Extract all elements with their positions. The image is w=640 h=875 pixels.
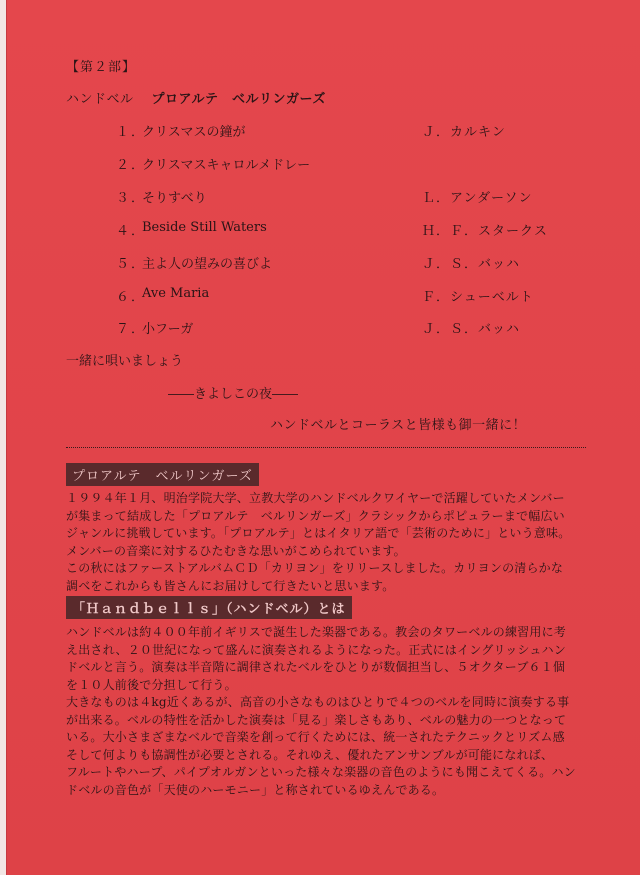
item-title: クリスマスの鐘が — [142, 125, 246, 140]
item-title: Ave Maria — [142, 286, 210, 301]
item-title: 主よ人の望みの喜びよ — [142, 257, 273, 272]
proarte-heading: プロアルテ ベルリンガーズ — [66, 463, 259, 486]
program-item — [116, 318, 586, 338]
paragraph-line: え出され、２０世紀になって盛んに演奏されるようになった。正式にはイングリッシュハン — [66, 642, 566, 657]
paragraph-line: ドベルと言う。演奏は半音階に調律されたベルをひとりが数個担当し、５オクターブ６１個 — [66, 660, 566, 674]
paragraph-line: ドベルの音色が「天使のハーモニー」と称されているゆえんである。 — [66, 782, 445, 797]
program-item — [116, 187, 586, 207]
item-number: ２． — [116, 158, 147, 173]
item-composer: Ｊ．Ｓ．バッハ — [422, 257, 521, 272]
item-number: ６． — [116, 290, 147, 305]
item-title: クリスマスキャロルメドレー — [142, 158, 311, 173]
item-composer: Ｆ．シューベルト — [422, 290, 534, 305]
item-composer: Ｌ．アンダーソン — [422, 191, 533, 206]
program-item — [116, 220, 586, 240]
section-label: 【第２部】 — [66, 60, 137, 75]
item-number: ３． — [116, 191, 147, 206]
handbells-heading: 「Ｈａｎｄｂｅｌｌｓ」（ハンドベル）とは — [66, 596, 352, 619]
item-title: そりすべり — [142, 191, 207, 206]
item-title: Beside Still Waters — [142, 220, 267, 235]
handbells-description — [66, 624, 586, 799]
paragraph-line: が出来る。ベルの特性を活かした演奏は「見る」楽しさもあり、ベルの魅力の一つとなって — [66, 712, 567, 727]
singalong-note: ハンドベルとコーラスと皆様も御一緒に！ — [270, 418, 527, 433]
item-composer: Ｊ．Ｓ．バッハ — [422, 322, 521, 337]
paragraph-line: ジャンルに挑戦しています。「プロアルテ」とはイタリア語で「芸術のために」という意味。 — [66, 526, 571, 540]
paragraph-line: １９９４年１月、明治学院大学、立教大学のハンドベルクワイヤーで活躍していたメンバー — [66, 491, 565, 505]
paragraph-line: を１０人前後で分担して行う。 — [66, 677, 237, 692]
program-item — [116, 253, 586, 273]
singalong-song: ――きよしこの夜―― — [168, 387, 299, 402]
dotted-divider — [66, 447, 586, 448]
proarte-description — [66, 490, 586, 595]
program-item — [116, 286, 586, 306]
paragraph-line: 調べをこれからも皆さんにお届けして行きたいと思います。 — [66, 578, 395, 593]
item-number: １． — [116, 125, 147, 140]
group-name: プロアルテ ベルリンガーズ — [151, 92, 326, 107]
item-title: 小フーガ — [142, 322, 194, 337]
item-number: ４． — [116, 224, 147, 239]
paragraph-line: メンバーの音楽に対するひたむきな思いがこめられています。 — [66, 543, 406, 558]
item-composer: Ｈ．Ｆ．スタークス — [422, 224, 548, 239]
group-prefix: ハンドベル — [66, 92, 134, 107]
paragraph-line: ハンドベルは約４００年前イギリスで誕生した楽器である。教会のタワーベルの練習用に考 — [66, 625, 566, 639]
page-edge — [0, 0, 7, 875]
paragraph-line: この秋にはファーストアルバムＣＤ「カリヨン」をリリースしました。カリヨンの清らかな — [66, 561, 564, 575]
program-item — [116, 154, 586, 174]
performer-line — [66, 88, 326, 107]
singalong-title: 一緒に唄いましょう — [66, 354, 184, 369]
paragraph-line: が集まって結成した「プロアルテ ベルリンガーズ」クラシックからポピュラーまで幅広い — [66, 508, 565, 523]
paragraph-line: 大きなものは４kg近くあるが、高音の小さなものはひとりで４つのベルを同時に演奏する事 — [66, 695, 570, 709]
item-composer: Ｊ．カルキン — [422, 125, 506, 140]
program-item — [116, 121, 586, 141]
paragraph-line: そして何よりも協調性が必要とされる。それゆえ、優れたアンサンブルが可能になれば、 — [66, 747, 554, 762]
paragraph-line: フルートやハープ、パイプオルガンといった様々な楽器の音色のようにも聞こえてくる。ハン — [66, 765, 576, 779]
item-number: ５． — [116, 257, 147, 272]
item-number: ７． — [116, 322, 147, 337]
paragraph-line: いる。大小さまざまなベルで音楽を創って行くためには、統一されたテクニックとリズム感 — [66, 730, 565, 744]
